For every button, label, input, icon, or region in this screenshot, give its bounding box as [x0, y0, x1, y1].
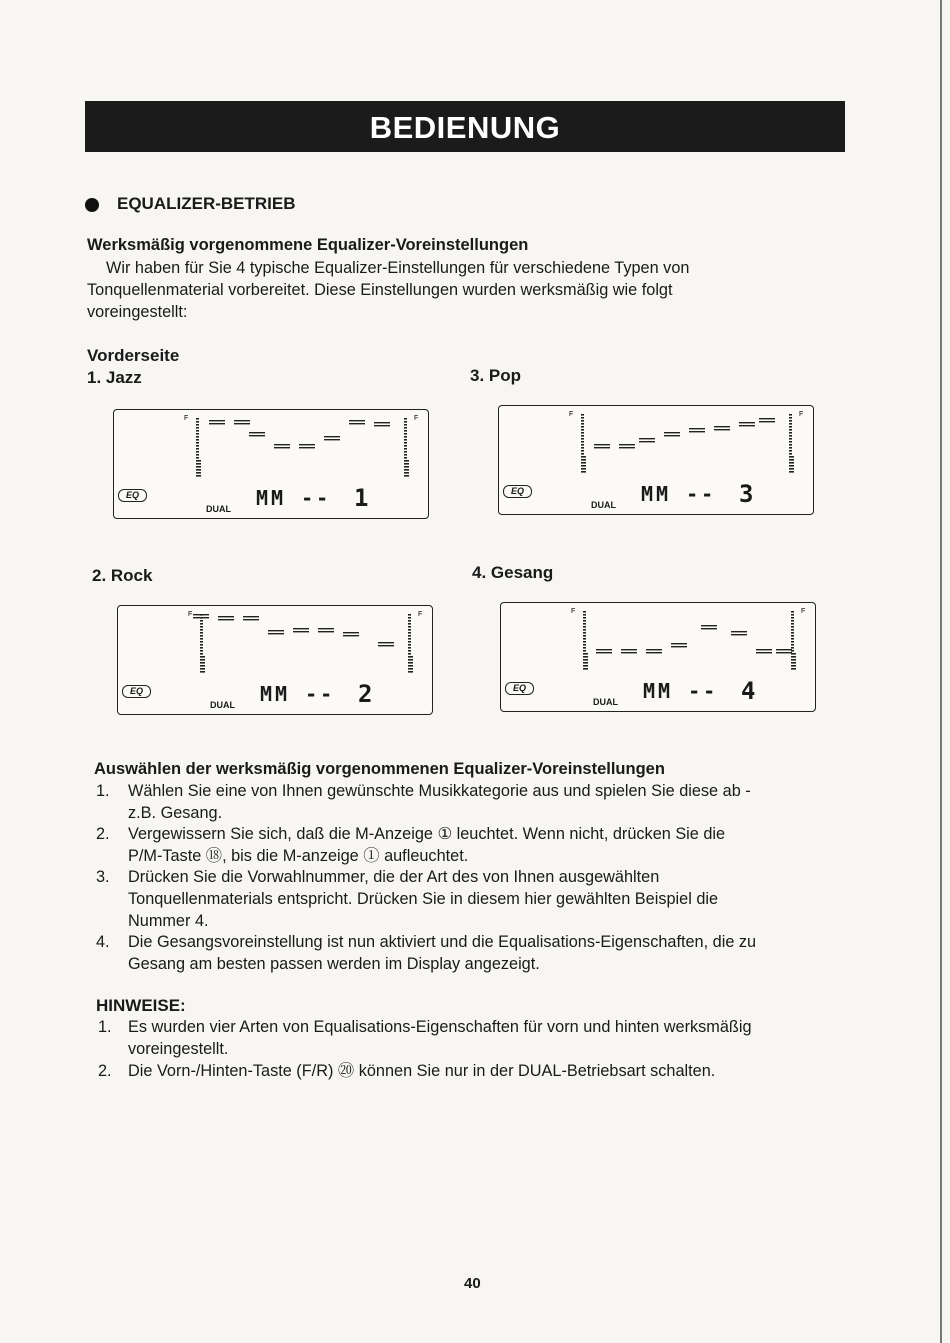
eq-band-mark	[378, 642, 394, 643]
page-edge-divider	[940, 0, 942, 1343]
eq-band-mark	[689, 428, 705, 429]
dual-indicator: DUAL	[210, 700, 235, 710]
step-number: 1.	[96, 782, 110, 800]
f-mark-left: F	[188, 611, 193, 618]
step-3-line-2: Tonquellenmaterials entspricht. Drücken Sie in diesem hier gewählten Beispiel die	[128, 890, 719, 908]
step-4-line-2: Gesang am besten passen werden im Display angezeigt.	[128, 955, 540, 973]
right-level-bar	[404, 418, 409, 477]
lcd-preset-number: 2	[358, 680, 376, 708]
eq-band-mark	[701, 625, 717, 626]
eq-band-mark	[714, 426, 730, 427]
eq-band-mark	[349, 420, 365, 421]
left-level-bar	[581, 414, 586, 473]
f-mark-right: F	[801, 608, 806, 615]
f-mark-right: F	[414, 415, 419, 422]
lcd-preset-number: 3	[739, 480, 757, 508]
eq-band-mark	[318, 628, 334, 629]
lcd-preset-number: 1	[354, 484, 372, 512]
dual-indicator: DUAL	[593, 697, 618, 707]
note-2-line-1: Die Vorn-/Hinten-Taste (F/R) ⑳ können Sie nur in der DUAL-Betriebsart schalten.	[128, 1062, 716, 1080]
preset-label-jazz: 1. Jazz	[87, 368, 142, 387]
left-level-bar	[200, 614, 205, 673]
front-label: Vorderseite	[87, 346, 180, 365]
eq-band-mark	[193, 614, 209, 615]
selection-heading: Auswählen der werksmäßig vorgenommenen Equalizer-Voreinstellungen	[94, 760, 665, 778]
eq-band-mark	[268, 630, 284, 631]
eq-band-mark	[293, 628, 309, 629]
f-mark-left: F	[571, 608, 576, 615]
intro-line-2: Tonquellenmaterial vorbereitet. Diese Einstellungen wurden werksmäßig wie folgt	[87, 281, 673, 299]
f-mark-left: F	[184, 415, 189, 422]
eq-band-mark	[343, 632, 359, 633]
section-title: EQUALIZER-BETRIEB	[117, 194, 296, 213]
eq-band-mark	[249, 432, 265, 433]
right-level-bar	[789, 414, 794, 473]
eq-band-mark	[664, 432, 680, 433]
eq-band-mark	[759, 418, 775, 419]
step-2-line-2: P/M-Taste ⑱, bis die M-anzeige ① aufleuchtet.	[128, 847, 469, 865]
eq-band-mark	[621, 649, 637, 650]
step-1-line-1: Wählen Sie eine von Ihnen gewünschte Musikkategorie aus und spielen Sie diese ab -	[128, 782, 751, 800]
step-1-line-2: z.B. Gesang.	[128, 804, 223, 822]
step-3-line-3: Nummer 4.	[128, 912, 209, 930]
eq-band-mark	[374, 422, 390, 423]
lcd-preset-number: 4	[741, 677, 759, 705]
dual-indicator: DUAL	[206, 504, 231, 514]
eq-band-mark	[731, 631, 747, 632]
eq-band-mark	[209, 420, 225, 421]
eq-band-mark	[639, 438, 655, 439]
eq-band-mark	[324, 436, 340, 437]
preset-label-rock: 2. Rock	[92, 566, 153, 585]
eq-band-mark	[756, 649, 772, 650]
right-level-bar	[791, 611, 796, 670]
page-title: BEDIENUNG	[369, 110, 561, 145]
left-level-bar	[196, 418, 201, 477]
eq-band-mark	[596, 649, 612, 650]
lcd-mode-digits: MM --	[641, 482, 717, 506]
right-level-bar	[408, 614, 413, 673]
eq-band-mark	[671, 643, 687, 644]
f-mark-right: F	[799, 411, 804, 418]
note-1-line-2: voreingestellt.	[128, 1040, 229, 1058]
step-number: 4.	[96, 933, 110, 951]
eq-badge: EQ	[118, 489, 147, 502]
lcd-mode-digits: MM --	[256, 486, 332, 510]
note-number: 1.	[98, 1018, 112, 1036]
eq-band-mark	[594, 444, 610, 445]
step-number: 3.	[96, 868, 110, 886]
step-number: 2.	[96, 825, 110, 843]
eq-band-mark	[234, 420, 250, 421]
eq-band-mark	[646, 649, 662, 650]
eq-band-mark	[299, 444, 315, 445]
step-4-line-1: Die Gesangsvoreinstellung ist nun aktiviert und die Equalisations-Eigenschaften, die zu	[128, 933, 757, 951]
f-mark-left: F	[569, 411, 574, 418]
preset-label-gesang: 4. Gesang	[472, 563, 554, 582]
left-level-bar	[583, 611, 588, 670]
lcd-display-pop	[498, 405, 814, 515]
presets-heading: Werksmäßig vorgenommene Equalizer-Voreinstellungen	[87, 236, 529, 254]
eq-badge: EQ	[122, 685, 151, 698]
note-number: 2.	[98, 1062, 112, 1080]
step-2-line-1: Vergewissern Sie sich, daß die M-Anzeige ① leuchtet. Wenn nicht, drücken Sie die	[128, 825, 726, 843]
lcd-display-gesang	[500, 602, 816, 712]
lcd-display-jazz	[113, 409, 429, 519]
eq-band-mark	[218, 616, 234, 617]
eq-band-mark	[776, 649, 792, 650]
lcd-mode-digits: MM --	[643, 679, 719, 703]
bullet-icon	[85, 198, 99, 212]
intro-line-1: Wir haben für Sie 4 typische Equalizer-Einstellungen für verschiedene Typen von	[106, 259, 690, 277]
eq-band-mark	[243, 616, 259, 617]
lcd-display-rock	[117, 605, 433, 715]
step-3-line-1: Drücken Sie die Vorwahlnummer, die der Art des von Ihnen ausgewählten	[128, 868, 660, 886]
lcd-mode-digits: MM --	[260, 682, 336, 706]
eq-badge: EQ	[505, 682, 534, 695]
eq-band-mark	[619, 444, 635, 445]
eq-badge: EQ	[503, 485, 532, 498]
preset-label-pop: 3. Pop	[470, 366, 522, 385]
note-1-line-1: Es wurden vier Arten von Equalisations-Eigenschaften für vorn und hinten werksmäßig	[128, 1018, 752, 1036]
eq-band-mark	[739, 422, 755, 423]
eq-band-mark	[274, 444, 290, 445]
page-number: 40	[464, 1275, 481, 1292]
intro-line-3: voreingestellt:	[87, 303, 188, 321]
header-bar	[85, 101, 845, 152]
f-mark-right: F	[418, 611, 423, 618]
notes-heading: HINWEISE:	[96, 996, 186, 1015]
dual-indicator: DUAL	[591, 500, 616, 510]
